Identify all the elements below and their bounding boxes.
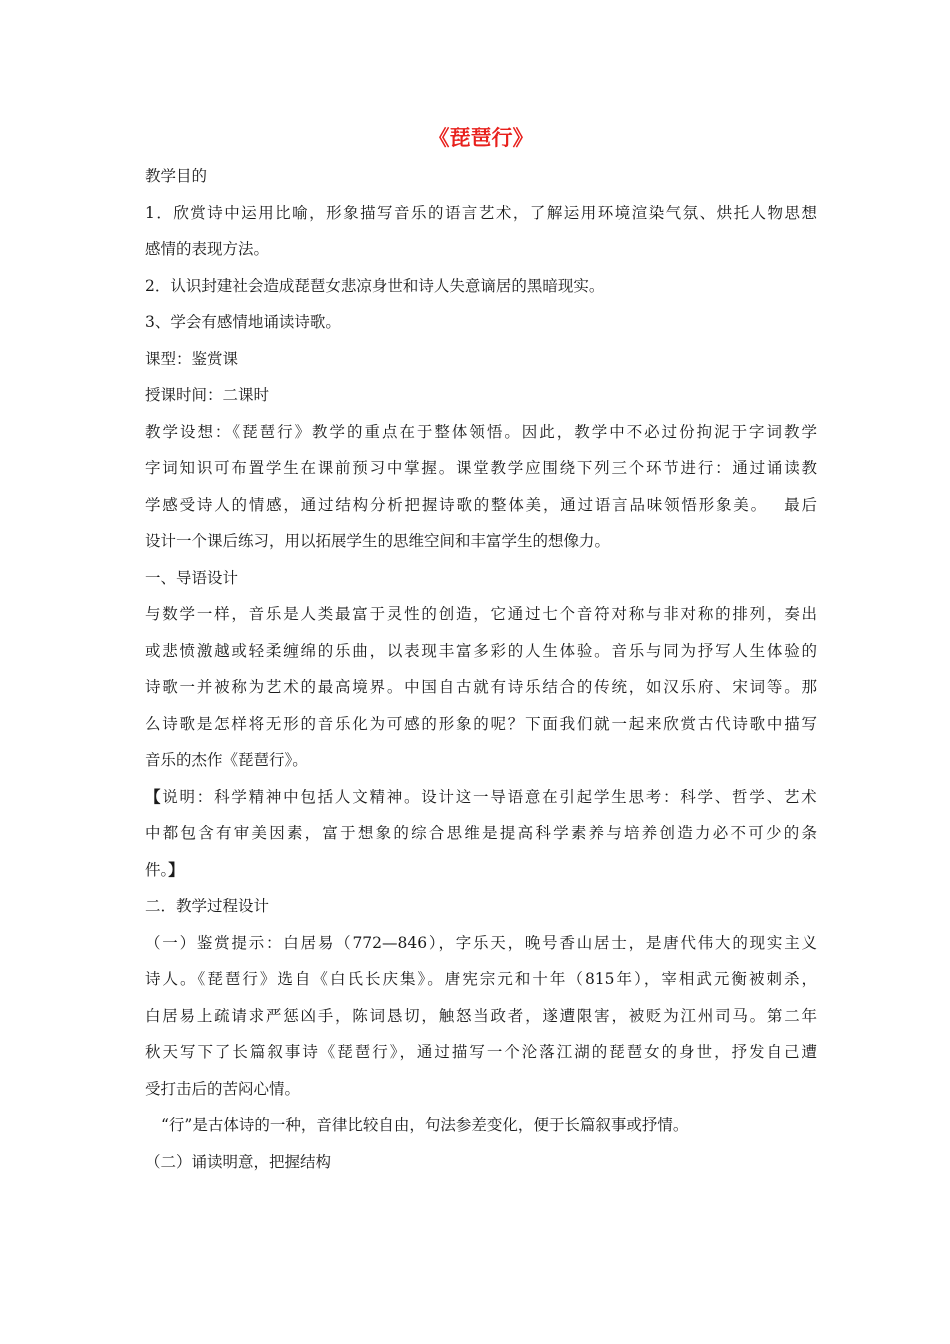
intro-line-3: 诗歌一并被称为艺术的最高境界。中国自古就有诗乐结合的传统，如汉乐府、宋词等。那 [145,678,817,696]
objective-2: 2．认识封建社会造成琵琶女悲凉身世和诗人失意谪居的黑暗现实。 [145,276,605,295]
note-line-3: 件。】 [145,859,184,879]
note-line-2: 中都包含有审美因素，富于想象的综合思维是提高科学素养与培养创造力必不可少的条 [145,824,817,842]
design-line-4: 设计一个课后练习，用以拓展学生的思维空间和丰富学生的想像力。 [145,532,611,550]
intro-line-2: 或悲愤激越或轻柔缠绵的乐曲，以表现丰富多彩的人生体验。音乐与同为抒写人生体验的 [145,641,817,660]
appreciation-line-2: 诗人。《琵琶行》选自《白氏长庆集》。唐宪宗元和十年（815年），宰相武元衡被刺杀， [145,970,817,988]
heading-objectives: 教学目的 [145,167,208,185]
appreciation-line-1: （一）鉴赏提示：白居易（772—846），字乐天，晚号香山居士，是唐代伟大的现实主义 [145,933,817,952]
design-line-2: 字词知识可布置学生在课前预习中掌握。课堂教学应围绕下列三个环节进行：通过诵读教 [145,459,817,477]
intro-line-5: 音乐的杰作《琵琶行》。 [145,751,308,769]
objective-1-line-1: 1．欣赏诗中运用比喻，形象描写音乐的语言艺术，了解运用环境渲染气氛、烘托人物思想 [145,203,817,222]
xing-definition: “行”是古体诗的一种，音律比较自由，句法参差变化，便于长篇叙事或抒情。 [161,1116,689,1134]
section-intro-heading: 一、导语设计 [145,568,239,587]
note-line-1: 【说明：科学精神中包括人文精神。设计这一导语意在引起学生思考：科学、哲学、艺术 [145,786,817,806]
document-page [145,118,817,1180]
subsection-reading-heading: （二）诵读明意，把握结构 [145,1152,332,1171]
objective-1-line-2: 感情的表现方法。 [145,240,270,258]
appreciation-line-3: 白居易上疏请求严惩凶手，陈词恳切，触怒当政者，遂遭限害，被贬为江州司马。第二年 [145,1006,817,1025]
appreciation-line-4: 秋天写下了长篇叙事诗《琵琶行》，通过描写一个沦落江湖的琵琶女的身世，抒发自己遭 [145,1043,817,1061]
objective-3: 3、学会有感情地诵读诗歌。 [145,313,341,331]
section-process-heading: 二．教学过程设计 [145,897,270,915]
document-title: 《琵琶行》 [428,125,534,150]
design-line-1: 教学设想：《琵琶行》教学的重点在于整体领悟。因此，教学中不必过份拘泥于字词教学 [145,422,817,441]
intro-line-1: 与数学一样，音乐是人类最富于灵性的创造，它通过七个音符对称与非对称的排列，奏出 [145,605,817,623]
lesson-type: 课型：鉴赏课 [145,349,239,368]
design-line-3: 学感受诗人的情感，通过结构分析把握诗歌的整体美，通过语言品味领悟形象美。 最后 [145,495,817,514]
lesson-time: 授课时间：二课时 [145,386,270,404]
appreciation-line-5: 受打击后的苦闷心情。 [145,1079,301,1098]
intro-line-4: 么诗歌是怎样将无形的音乐化为可感的形象的呢？下面我们就一起来欣赏古代诗歌中描写 [145,714,817,733]
